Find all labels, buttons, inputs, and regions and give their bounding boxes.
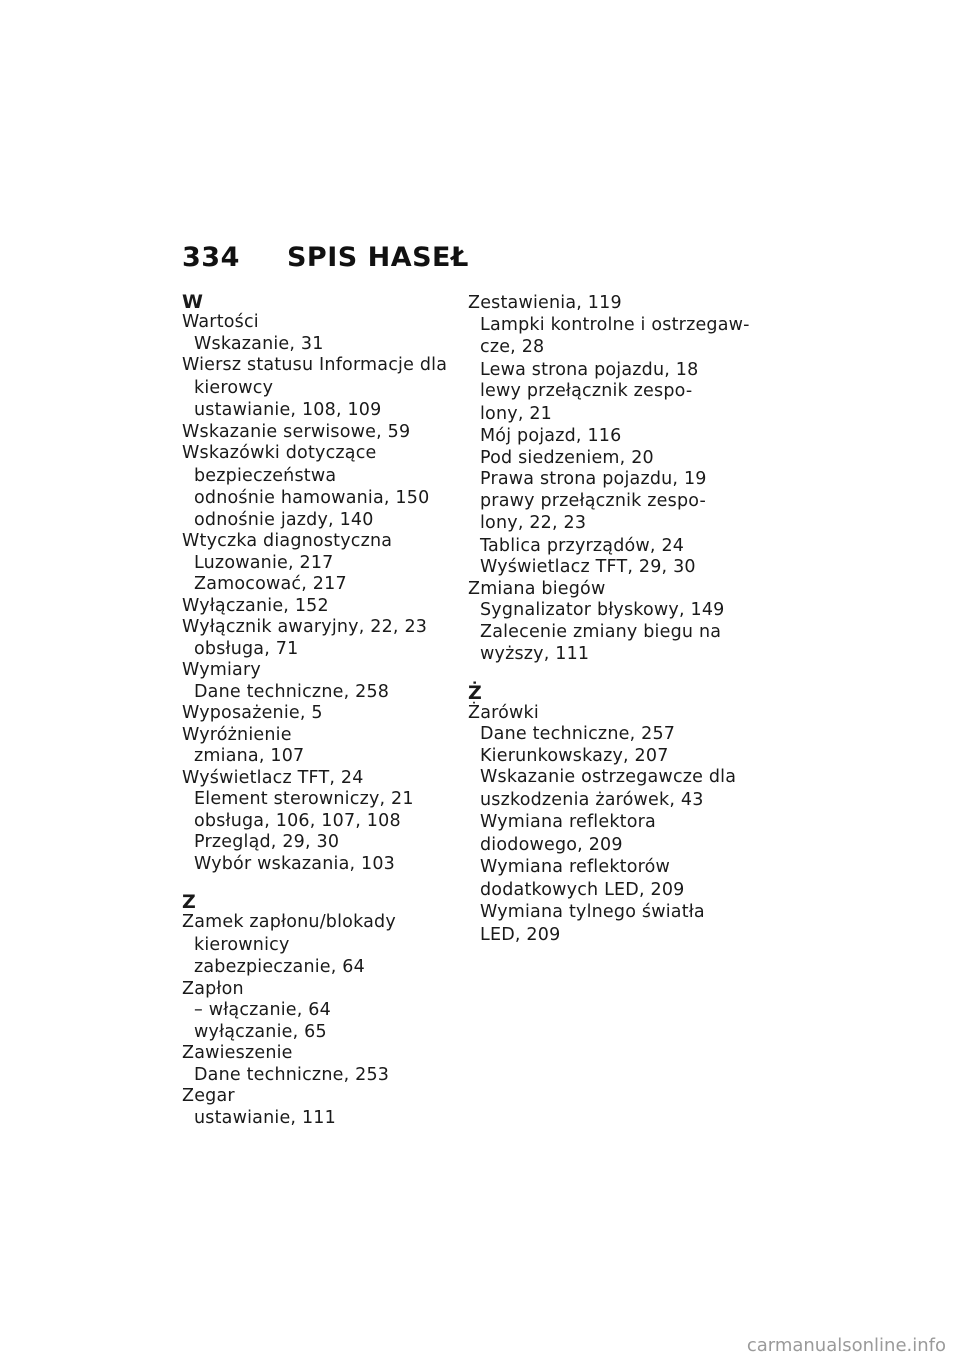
index-entry-text: Wyposażenie, 5 xyxy=(182,703,323,723)
index-entry-text: Zestawienia, 119 xyxy=(468,293,622,313)
index-entry xyxy=(182,1043,452,1065)
index-entry-continuation: LED, 209 xyxy=(480,924,561,945)
index-subentry xyxy=(468,426,738,448)
index-entry-text: Wyświetlacz TFT, 24 xyxy=(182,767,364,788)
index-entry-text: zabezpieczanie, 64 xyxy=(194,957,365,977)
index-entry-text: Wyróżnienie xyxy=(182,724,292,745)
index-subentry xyxy=(182,811,452,833)
index-entry-text: Dane techniczne, 257 xyxy=(480,724,676,744)
index-letter-heading: W xyxy=(182,291,203,313)
index-entry xyxy=(468,703,738,725)
index-subentry xyxy=(468,314,750,359)
index-entry-text: Lampki kontrolne i ostrzegaw- xyxy=(480,314,750,335)
index-entry-text: Mój pojazd, 116 xyxy=(480,426,622,446)
index-entry xyxy=(182,725,452,747)
page-number: 334 xyxy=(182,242,240,273)
index-entry-text: lewy przełącznik zespo- xyxy=(480,381,693,401)
index-subentry xyxy=(182,957,452,979)
index-subentry xyxy=(182,1065,452,1087)
index-entry-text: Wymiana reflektora xyxy=(480,812,656,832)
index-entry-text: Wiersz statusu Informacje dla xyxy=(182,355,448,375)
index-entry xyxy=(468,579,738,601)
index-entry-text: Wybór wskazania, 103 xyxy=(194,853,396,874)
index-entry-text: Żarówki xyxy=(468,702,539,723)
index-entry xyxy=(182,979,452,1001)
index-entry xyxy=(182,703,452,725)
index-entry-text: Wyświetlacz TFT, 29, 30 xyxy=(480,557,696,577)
index-entry-text: Sygnalizator błyskowy, 149 xyxy=(480,600,725,620)
index-entry-text: Pod siedzeniem, 20 xyxy=(480,447,654,468)
index-entry-text: – włączanie, 64 xyxy=(194,1000,331,1020)
index-entry-text: Zmiana biegów xyxy=(468,578,606,599)
index-subentry xyxy=(468,557,738,579)
index-entry xyxy=(182,596,452,618)
watermark: carmanualsonline.info xyxy=(746,1335,946,1356)
index-entry xyxy=(468,293,738,315)
index-letter-heading: Z xyxy=(182,891,196,913)
index-entry-text: ustawianie, 111 xyxy=(194,1107,336,1128)
index-entry xyxy=(182,1086,452,1108)
index-entry-continuation: bezpieczeństwa xyxy=(194,465,337,486)
index-entry-text: Kierunkowskazy, 207 xyxy=(480,745,669,766)
index-entry xyxy=(182,422,452,444)
index-column-left xyxy=(182,293,452,1129)
index-subentry xyxy=(468,360,738,382)
index-entry-text: Tablica przyrządów, 24 xyxy=(480,535,685,556)
index-subentry xyxy=(468,812,738,856)
index-subentry xyxy=(182,746,452,768)
index-entry-text: Zapłon xyxy=(182,978,244,999)
index-entry-text: Wtyczka diagnostyczna xyxy=(182,531,393,551)
index-entry-continuation: uszkodzenia żarówek, 43 xyxy=(480,789,704,810)
index-entry-text: Wskazanie ostrzegawcze dla xyxy=(480,767,737,787)
index-entry-text: prawy przełącznik zespo- xyxy=(480,490,706,511)
index-subentry xyxy=(182,854,452,876)
index-subentry xyxy=(182,553,452,575)
index-entry-text: zmiana, 107 xyxy=(194,746,305,766)
index-entry-text: odnośnie jazdy, 140 xyxy=(194,509,374,530)
index-subentry xyxy=(468,902,738,946)
index-subentry xyxy=(182,789,452,811)
index-entry-continuation: kierownicy xyxy=(194,934,290,955)
index-subentry xyxy=(468,767,738,811)
page-header xyxy=(182,242,469,273)
index-subentry xyxy=(182,510,452,532)
section-title: SPIS HASEŁ xyxy=(286,242,469,273)
index-entry-text: Wymiana tylnego światła xyxy=(480,902,705,922)
index-subentry xyxy=(182,488,452,510)
index-subentry xyxy=(182,400,452,422)
index-entry-text: Zamocować, 217 xyxy=(194,574,347,594)
index-entry-continuation: lony, 22, 23 xyxy=(480,513,587,533)
index-entry-continuation: wyższy, 111 xyxy=(480,644,590,664)
index-entry-text: Element sterowniczy, 21 xyxy=(194,789,414,809)
index-entry xyxy=(182,660,452,682)
index-entry-text: Wyłącznik awaryjny, 22, 23 xyxy=(182,617,428,637)
index-entry-text: Zalecenie zmiany biegu na xyxy=(480,621,722,642)
index-subentry xyxy=(468,381,738,425)
index-subentry xyxy=(468,622,738,666)
index-entry xyxy=(182,617,452,639)
index-entry xyxy=(182,312,452,334)
index-entry-text: Lewa strona pojazdu, 18 xyxy=(480,359,699,380)
index-entry-text: Wymiary xyxy=(182,660,261,680)
index-entry-text: obsługa, 71 xyxy=(194,638,299,659)
index-subentry xyxy=(468,448,738,470)
index-entry-text: Wymiana reflektorów xyxy=(480,857,671,877)
index-entry-text: Wskazanie, 31 xyxy=(194,333,324,354)
index-subentry xyxy=(468,491,738,535)
index-entry-text: wyłączanie, 65 xyxy=(194,1021,327,1042)
index-subentry xyxy=(182,639,452,661)
index-subentry xyxy=(468,724,738,746)
index-entry-text: ustawianie, 108, 109 xyxy=(194,400,382,420)
index-entry-continuation: diodowego, 209 xyxy=(480,834,623,855)
index-subentry xyxy=(182,1000,452,1022)
index-entry-text: Zawieszenie xyxy=(182,1043,293,1063)
index-entry-continuation: lony, 21 xyxy=(480,403,553,424)
index-subentry xyxy=(468,746,738,768)
index-entry-text: Luzowanie, 217 xyxy=(194,552,334,573)
index-entry-text: obsługa, 106, 107, 108 xyxy=(194,810,401,831)
index-entry-continuation: dodatkowych LED, 209 xyxy=(480,879,685,900)
index-entry xyxy=(182,912,452,956)
index-entry-text: Dane techniczne, 253 xyxy=(194,1064,390,1085)
index-subentry xyxy=(182,1108,452,1130)
index-entry-text: Wskazanie serwisowe, 59 xyxy=(182,421,411,442)
index-entry-continuation: cze, 28 xyxy=(480,337,545,357)
index-subentry xyxy=(182,832,452,854)
index-entry xyxy=(182,531,452,553)
index-entry-continuation: kierowcy xyxy=(194,377,274,398)
index-entry-text: Prawa strona pojazdu, 19 xyxy=(480,469,707,489)
index-subentry xyxy=(182,334,452,356)
index-entry-text: Zamek zapłonu/blokady xyxy=(182,912,396,932)
index-subentry xyxy=(182,1022,452,1044)
index-letter-heading: Ż xyxy=(468,681,482,704)
index-subentry xyxy=(468,536,738,558)
index-entry-text: Wartości xyxy=(182,312,259,332)
index-entry-text: Zegar xyxy=(182,1086,235,1106)
index-entry-text: Wyłączanie, 152 xyxy=(182,595,329,616)
index-subentry xyxy=(468,600,738,622)
index-subentry xyxy=(182,682,452,704)
index-entry-text: odnośnie hamowania, 150 xyxy=(194,488,430,508)
index-entry xyxy=(182,355,452,399)
index-entry-text: Przegląd, 29, 30 xyxy=(194,832,340,852)
index-column-right xyxy=(468,293,750,947)
index-subentry xyxy=(468,469,738,491)
index-subentry xyxy=(468,857,738,901)
index-entry-text: Dane techniczne, 258 xyxy=(194,681,390,702)
index-entry-text: Wskazówki dotyczące xyxy=(182,443,377,463)
index-subentry xyxy=(182,574,452,596)
index-entry xyxy=(182,443,452,487)
index-entry xyxy=(182,768,452,790)
